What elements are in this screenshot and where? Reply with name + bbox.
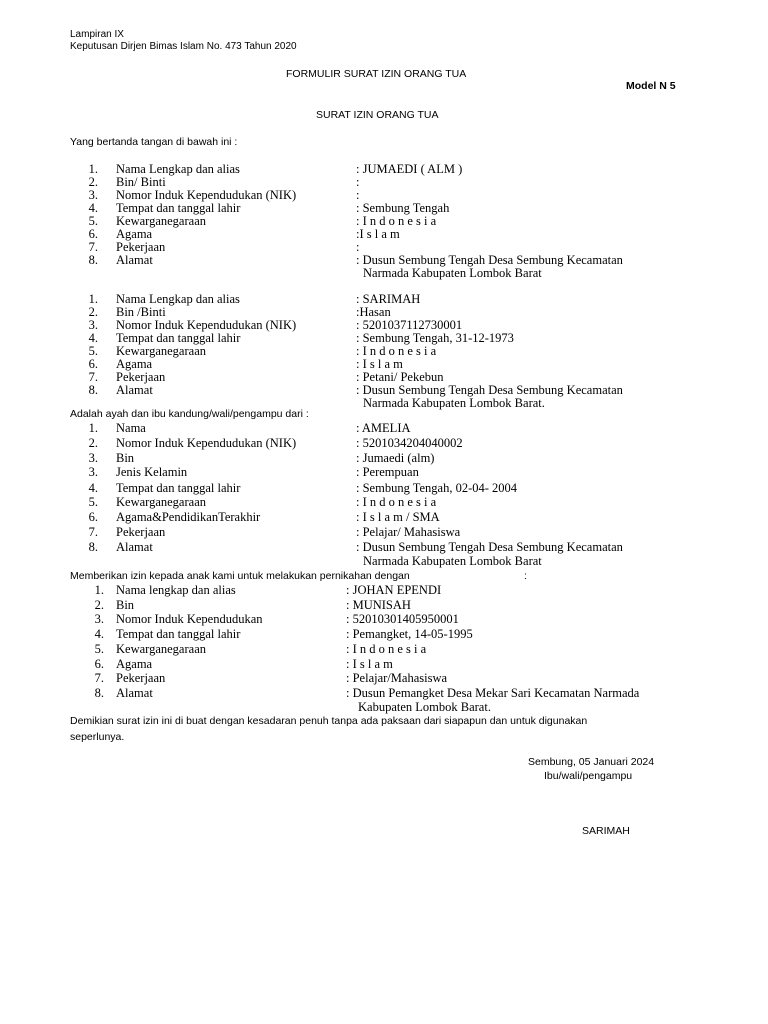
- field-row: 4. Tempat dan tanggal lahir : Sembung Tengah, 31-12-1973: [88, 331, 514, 345]
- field-row: 6. Agama :I s l a m: [88, 227, 400, 241]
- field-row-continued: Narmada Kabupaten Lombok Barat: [363, 266, 542, 280]
- signature-place-date: Sembung, 05 Januari 2024: [528, 756, 655, 768]
- field-row: 1. Nama : AMELIA: [88, 421, 411, 435]
- field-row-continued: Narmada Kabupaten Lombok Barat.: [363, 396, 545, 410]
- signature-name: SARIMAH: [582, 825, 630, 837]
- model-label: Model N 5: [626, 80, 676, 92]
- field-row: 2. Bin /Binti :Hasan: [88, 305, 391, 319]
- document-title: SURAT IZIN ORANG TUA: [316, 109, 439, 121]
- field-row: 3. Nomor Induk Kependudukan (NIK) :: [88, 188, 360, 202]
- field-row: 7. Pekerjaan :: [88, 240, 360, 254]
- field-row: 7. Pekerjaan : Pelajar/ Mahasiswa: [88, 525, 461, 539]
- signature-role: Ibu/wali/pengampu: [544, 770, 633, 782]
- field-row: 6. Agama&PendidikanTerakhir : I s l a m / SMA: [88, 510, 440, 524]
- field-row: 1. Nama Lengkap dan alias : JUMAEDI ( ALM ): [88, 162, 463, 176]
- field-row: 7. Pekerjaan : Petani/ Pekebun: [88, 370, 444, 384]
- child-intro-text: Adalah ayah dan ibu kandung/wali/pengampu dari :: [70, 408, 309, 420]
- field-row: 8. Alamat : Dusun Sembung Tengah Desa Sembung Kecamatan: [88, 383, 623, 397]
- lampiran-label: Lampiran IX: [70, 29, 124, 40]
- field-row: 2. Bin : MUNISAH: [94, 598, 411, 612]
- field-row: 5. Kewarganegaraan : I n d o n e s i a: [88, 344, 437, 358]
- field-row: 5. Kewarganegaraan : I n d o n e s i a: [88, 495, 437, 509]
- field-row-continued: Narmada Kabupaten Lombok Barat: [363, 554, 542, 568]
- field-row: 7. Pekerjaan : Pelajar/Mahasiswa: [94, 671, 448, 685]
- field-row: 3. Bin : Jumaedi (alm): [88, 451, 435, 465]
- field-row: 5. Kewarganegaraan : I n d o n e s i a: [94, 642, 427, 656]
- field-row: 3. Nomor Induk Kependudukan : 52010301405950001: [94, 612, 459, 626]
- form-title: FORMULIR SURAT IZIN ORANG TUA: [286, 68, 467, 80]
- field-row: 1. Nama Lengkap dan alias : SARIMAH: [88, 292, 421, 306]
- intro-text: Yang bertanda tangan di bawah ini :: [70, 136, 238, 148]
- permit-intro-colon: :: [524, 570, 527, 582]
- keputusan-label: Keputusan Dirjen Bimas Islam No. 473 Tahun 2020: [70, 41, 297, 52]
- field-row-continued: Kabupaten Lombok Barat.: [358, 700, 491, 714]
- field-row: 4. Tempat dan tanggal lahir : Pemangket, 14-05-1995: [94, 627, 473, 641]
- field-row: 8. Alamat : Dusun Sembung Tengah Desa Sembung Kecamatan: [88, 540, 623, 554]
- field-row: 8. Alamat : Dusun Sembung Tengah Desa Sembung Kecamatan: [88, 253, 623, 267]
- closing-line-2: seperlunya.: [70, 731, 125, 743]
- field-row: 3. Nomor Induk Kependudukan (NIK) : 5201037112730001: [88, 318, 463, 332]
- field-row: 4. Tempat dan tanggal lahir : Sembung Tengah: [88, 201, 450, 215]
- field-row: 6. Agama : I s l a m: [94, 657, 393, 671]
- field-row: 8. Alamat : Dusun Pemangket Desa Mekar Sari Kecamatan Narmada: [94, 686, 640, 700]
- field-row: 4. Tempat dan tanggal lahir : Sembung Tengah, 02-04- 2004: [88, 481, 518, 495]
- field-row: 2. Nomor Induk Kependudukan (NIK) : 5201034204040002: [88, 436, 463, 450]
- permit-intro-text: Memberikan izin kepada anak kami untuk melakukan pernikahan dengan: [70, 570, 410, 582]
- closing-line-1: Demikian surat izin ini di buat dengan kesadaran penuh tanpa ada paksaan dari siapapun dan untuk digunakan: [70, 715, 588, 727]
- field-row: 3. Jenis Kelamin : Perempuan: [88, 465, 419, 479]
- field-row: 1. Nama lengkap dan alias : JOHAN EPENDI: [94, 583, 442, 597]
- field-row: 5. Kewarganegaraan : I n d o n e s i a: [88, 214, 437, 228]
- field-row: 6. Agama : I s l a m: [88, 357, 403, 371]
- field-row: 2. Bin/ Binti :: [88, 175, 360, 189]
